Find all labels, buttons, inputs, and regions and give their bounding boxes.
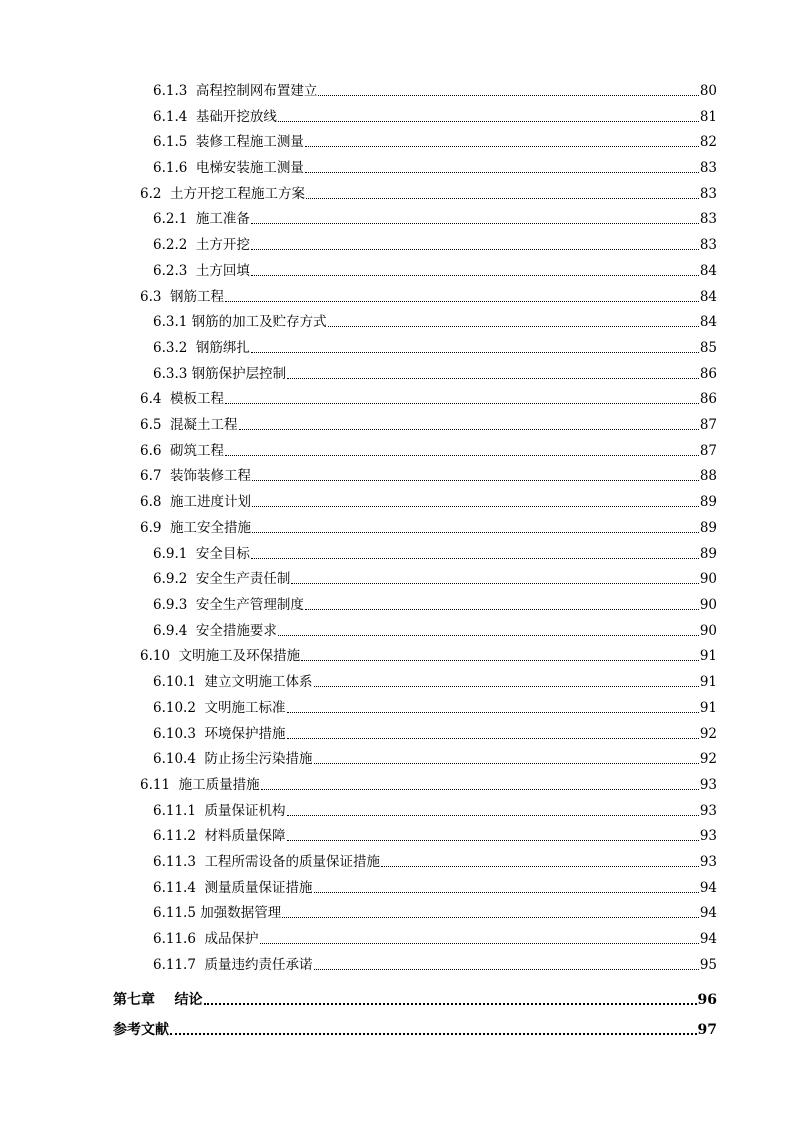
toc-entry[interactable] xyxy=(140,489,717,511)
toc-entry[interactable] xyxy=(153,798,717,820)
toc-entry-page-number: 83 xyxy=(699,160,717,176)
toc-dot-leader xyxy=(305,609,699,610)
toc-entry-title: 6.10 文明施工及环保措施 xyxy=(140,648,301,664)
toc-dot-leader xyxy=(291,583,698,584)
toc-entry-page-number: 90 xyxy=(699,623,717,639)
toc-dot-leader xyxy=(278,121,699,122)
toc-dot-leader xyxy=(251,223,699,224)
toc-dot-leader xyxy=(204,1003,697,1005)
toc-entry-page-number: 94 xyxy=(699,905,717,921)
toc-entry[interactable] xyxy=(153,618,717,640)
toc-entry[interactable] xyxy=(113,1017,717,1039)
toc-dot-leader xyxy=(252,506,699,507)
toc-entry[interactable] xyxy=(113,987,717,1009)
toc-entry-page-number: 89 xyxy=(699,494,717,510)
toc-dot-leader xyxy=(252,532,699,533)
toc-entry-title: 6.5 混凝土工程 xyxy=(140,417,238,433)
toc-entry[interactable] xyxy=(153,361,717,383)
toc-entry-page-number: 91 xyxy=(699,674,717,690)
toc-dot-leader xyxy=(328,326,699,327)
toc-entry-title: 第七章 结论 xyxy=(113,992,203,1008)
toc-entry-page-number: 86 xyxy=(699,391,717,407)
toc-entry-title: 6.1.4 基础开挖放线 xyxy=(153,109,277,125)
toc-dot-leader xyxy=(260,943,699,944)
toc-entry[interactable] xyxy=(140,515,717,537)
toc-entry[interactable] xyxy=(153,695,717,717)
toc-entry[interactable] xyxy=(153,849,717,871)
toc-dot-leader xyxy=(301,660,699,661)
toc-dot-leader xyxy=(278,635,699,636)
toc-entry-page-number: 85 xyxy=(699,340,717,356)
toc-dot-leader xyxy=(239,429,699,430)
toc-entry[interactable] xyxy=(140,412,717,434)
toc-dot-leader xyxy=(251,558,699,559)
toc-dot-leader xyxy=(287,840,699,841)
toc-entry[interactable] xyxy=(153,129,717,151)
toc-dot-leader xyxy=(261,789,699,790)
toc-entry-page-number: 95 xyxy=(699,957,717,973)
toc-entry-title: 6.11.4 测量质量保证措施 xyxy=(153,880,313,896)
toc-entry-title: 6.9.3 安全生产管理制度 xyxy=(153,597,304,613)
toc-entry-title: 6.11.7 质量违约责任承诺 xyxy=(153,957,313,973)
toc-entry-title: 6.11.5 加强数据管理 xyxy=(153,905,282,921)
toc-entry[interactable] xyxy=(140,463,717,485)
toc-entry-title: 参考文献 xyxy=(113,1022,169,1038)
toc-entry[interactable] xyxy=(153,232,717,254)
toc-dot-leader xyxy=(251,249,699,250)
toc-dot-leader xyxy=(282,917,699,918)
toc-entry-title: 6.10.2 文明施工标准 xyxy=(153,700,286,716)
toc-entry-page-number: 92 xyxy=(699,751,717,767)
toc-entry-title: 6.2 土方开挖工程施工方案 xyxy=(140,186,306,202)
toc-entry-page-number: 97 xyxy=(697,1022,717,1038)
toc-dot-leader xyxy=(305,146,699,147)
toc-entry-page-number: 93 xyxy=(699,828,717,844)
toc-entry-title: 6.11.6 成品保护 xyxy=(153,931,259,947)
toc-entry-page-number: 83 xyxy=(699,211,717,227)
toc-dot-leader xyxy=(252,480,699,481)
toc-entry-title: 6.2.1 施工准备 xyxy=(153,211,250,227)
toc-entry[interactable] xyxy=(153,669,717,691)
toc-entry[interactable] xyxy=(153,78,717,100)
toc-entry[interactable] xyxy=(153,592,717,614)
toc-dot-leader xyxy=(314,892,699,893)
toc-entry[interactable] xyxy=(140,772,717,794)
toc-entry-title: 6.11.2 材料质量保障 xyxy=(153,828,286,844)
toc-entry-title: 6.1.3 高程控制网布置建立 xyxy=(153,83,318,99)
toc-entry-page-number: 93 xyxy=(699,777,717,793)
toc-entry-page-number: 86 xyxy=(699,366,717,382)
toc-entry-page-number: 89 xyxy=(699,546,717,562)
toc-entry-page-number: 81 xyxy=(699,109,717,125)
toc-entry-title: 6.2.3 土方回填 xyxy=(153,263,250,279)
toc-dot-leader xyxy=(287,815,699,816)
toc-entry-title: 6.11.3 工程所需设备的质量保证措施 xyxy=(153,854,381,870)
toc-dot-leader xyxy=(381,866,699,867)
toc-entry-title: 6.3.1 钢筋的加工及贮存方式 xyxy=(153,314,327,330)
toc-entry-page-number: 93 xyxy=(699,854,717,870)
toc-dot-leader xyxy=(251,352,699,353)
toc-entry-page-number: 84 xyxy=(699,289,717,305)
toc-entry[interactable] xyxy=(140,386,717,408)
toc-entry[interactable] xyxy=(153,206,717,228)
toc-entry[interactable] xyxy=(140,284,717,306)
toc-dot-leader xyxy=(306,198,699,199)
toc-entry[interactable] xyxy=(153,541,717,563)
toc-entry-page-number: 82 xyxy=(699,134,717,150)
toc-entry-title: 6.9.1 安全目标 xyxy=(153,546,250,562)
toc-entry-title: 6.9.2 安全生产责任制 xyxy=(153,571,291,587)
toc-entry-title: 6.8 施工进度计划 xyxy=(140,494,252,510)
toc-entry-title: 6.3.3 钢筋保护层控制 xyxy=(153,366,287,382)
toc-entry-page-number: 91 xyxy=(699,700,717,716)
toc-entry-title: 6.10.4 防止扬尘污染措施 xyxy=(153,751,313,767)
toc-entry-title: 6.9 施工安全措施 xyxy=(140,520,252,536)
toc-entry-page-number: 88 xyxy=(699,468,717,484)
toc-entry[interactable] xyxy=(153,900,717,922)
toc-entry-page-number: 84 xyxy=(699,263,717,279)
toc-dot-leader xyxy=(318,95,698,96)
toc-entry-page-number: 84 xyxy=(699,314,717,330)
toc-entry-title: 6.6 砌筑工程 xyxy=(140,443,225,459)
toc-entry[interactable] xyxy=(153,952,717,974)
toc-entry-page-number: 87 xyxy=(699,417,717,433)
toc-entry-title: 6.4 模板工程 xyxy=(140,391,225,407)
toc-entry[interactable] xyxy=(153,335,717,357)
toc-entry[interactable] xyxy=(153,823,717,845)
toc-entry-title: 6.11.1 质量保证机构 xyxy=(153,803,286,819)
toc-entry[interactable] xyxy=(140,643,717,665)
toc-dot-leader xyxy=(287,738,699,739)
toc-entry-title: 6.10.3 环境保护措施 xyxy=(153,726,286,742)
toc-entry-title: 6.10.1 建立文明施工体系 xyxy=(153,674,313,690)
toc-entry-title: 6.3.2 钢筋绑扎 xyxy=(153,340,250,356)
toc-dot-leader xyxy=(225,455,699,456)
toc-entry-page-number: 94 xyxy=(699,931,717,947)
toc-dot-leader xyxy=(314,969,699,970)
toc-entry-page-number: 93 xyxy=(699,803,717,819)
toc-entry-page-number: 90 xyxy=(699,571,717,587)
toc-entry[interactable] xyxy=(153,258,717,280)
toc-dot-leader xyxy=(314,763,699,764)
toc-entry-page-number: 90 xyxy=(699,597,717,613)
toc-entry-page-number: 80 xyxy=(699,83,717,99)
toc-entry[interactable] xyxy=(153,746,717,768)
toc-entry-title: 6.9.4 安全措施要求 xyxy=(153,623,277,639)
toc-dot-leader xyxy=(225,301,699,302)
toc-entry[interactable] xyxy=(153,926,717,948)
toc-entry-page-number: 92 xyxy=(699,726,717,742)
toc-entry[interactable] xyxy=(153,721,717,743)
toc-entry-title: 6.2.2 土方开挖 xyxy=(153,237,250,253)
toc-entry-title: 6.1.5 装修工程施工测量 xyxy=(153,134,304,150)
toc-entry[interactable] xyxy=(153,875,717,897)
toc-dot-leader xyxy=(251,275,699,276)
toc-entry-title: 6.7 装饰装修工程 xyxy=(140,468,252,484)
toc-dot-leader xyxy=(170,1033,697,1035)
toc-entry[interactable] xyxy=(153,309,717,331)
toc-entry-page-number: 89 xyxy=(699,520,717,536)
toc-dot-leader xyxy=(305,172,699,173)
toc-entry[interactable] xyxy=(153,566,717,588)
toc-entry-title: 6.3 钢筋工程 xyxy=(140,289,225,305)
toc-entry-page-number: 83 xyxy=(699,237,717,253)
toc-entry[interactable] xyxy=(140,181,717,203)
toc-entry-page-number: 94 xyxy=(699,880,717,896)
toc-entry[interactable] xyxy=(140,438,717,460)
toc-entry-title: 6.11 施工质量措施 xyxy=(140,777,260,793)
toc-dot-leader xyxy=(314,686,699,687)
toc-entry[interactable] xyxy=(153,104,717,126)
toc-dot-leader xyxy=(287,712,699,713)
toc-entry-page-number: 83 xyxy=(699,186,717,202)
toc-entry-title: 6.1.6 电梯安装施工测量 xyxy=(153,160,304,176)
toc-entry-page-number: 91 xyxy=(699,648,717,664)
toc-dot-leader xyxy=(287,378,699,379)
toc-dot-leader xyxy=(225,403,699,404)
toc-entry-page-number: 96 xyxy=(697,992,717,1008)
toc-entry[interactable] xyxy=(153,155,717,177)
toc-entry-page-number: 87 xyxy=(699,443,717,459)
